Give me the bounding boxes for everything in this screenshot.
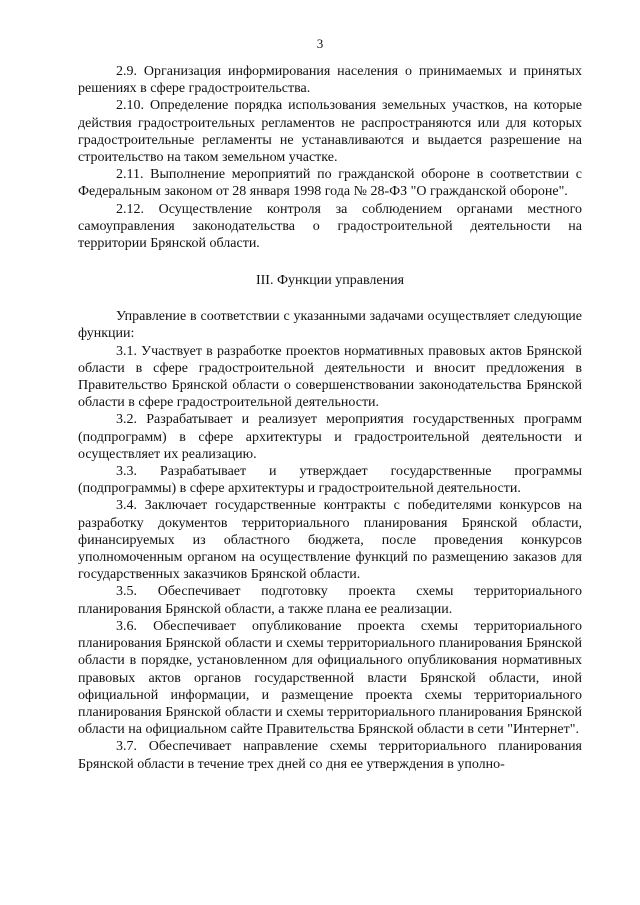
paragraph-3-1: 3.1. Участвует в разработке проектов нормативных правовых актов Брянской области в сфере градостроительной деятельности и вносит предложения в Правительство Брянской области о совершенствовании законодательства Брянской области в сфере градостроительной деятельности.	[78, 343, 582, 411]
paragraph-3-2: 3.2. Разрабатывает и реализует мероприятия государственных программ (подпрограмм) в сфере архитектуры и градостроительной деятельности и осуществляет их реализацию.	[78, 412, 582, 462]
section-heading: III. Функции управления	[255, 273, 405, 289]
paragraph-intro: Управление в соответствии с указанными задачами осуществляет следующие функции:	[78, 309, 582, 342]
paragraph-3-5: 3.5. Обеспечивает подготовку проекта схемы территориального планирования Брянской области, а также плана ее реализации.	[78, 584, 582, 617]
paragraph-3-4: 3.4. Заключает государственные контракты с победителями конкурсов на разработку документов территориального планирования Брянской области, финансируемых из областного бюджета, после проведения конкурсов уполномоченным органом на осуществление функций по размещению заказов для государственных заказчиков Брянской области.	[78, 498, 582, 583]
paragraph-2-9: 2.9. Организация информирования населения о принимаемых и принятых решениях в сфере градостроительства.	[78, 64, 582, 97]
document-body	[78, 63, 582, 773]
paragraph-2-10: 2.10. Определение порядка использования земельных участков, на которые действия градостроительных регламентов не распространяются или для которых градостроительные регламенты не устанавливаются и выдается разрешение на строительство на таком земельном участке.	[78, 98, 582, 166]
paragraph-2-11: 2.11. Выполнение мероприятий по гражданской обороне в соответствии с Федеральным законом от 28 января 1998 года № 28-ФЗ "О гражданской обороне".	[78, 167, 582, 200]
paragraph-3-6: 3.6. Обеспечивает опубликование проекта схемы территориального планирования Брянской области и схемы территориального планирования Брянской области в порядке, установленном для официального опубликования нормативных правовых актов органов государственной власти Брянской области, иной официальной информации, и размещение проекта схемы территориального планирования Брянской области и схемы территориального планирования Брянской области на официальном сайте Правительства Брянской области в сети "Интернет".	[78, 618, 582, 738]
paragraph-3-7: 3.7. Обеспечивает направление схемы территориального планирования Брянской области в течение трех дней со дня ее утверждения в уполно-	[78, 739, 582, 772]
paragraph-2-12: 2.12. Осуществление контроля за соблюдением органами местного самоуправления законодательства о градостроительной деятельности на территории Брянской области.	[78, 201, 582, 252]
paragraph-3-3: 3.3. Разрабатывает и утверждает государственные программы (подпрограммы) в сфере архитектуры и градостроительной деятельности.	[78, 464, 582, 497]
page-number: 3	[316, 36, 324, 51]
